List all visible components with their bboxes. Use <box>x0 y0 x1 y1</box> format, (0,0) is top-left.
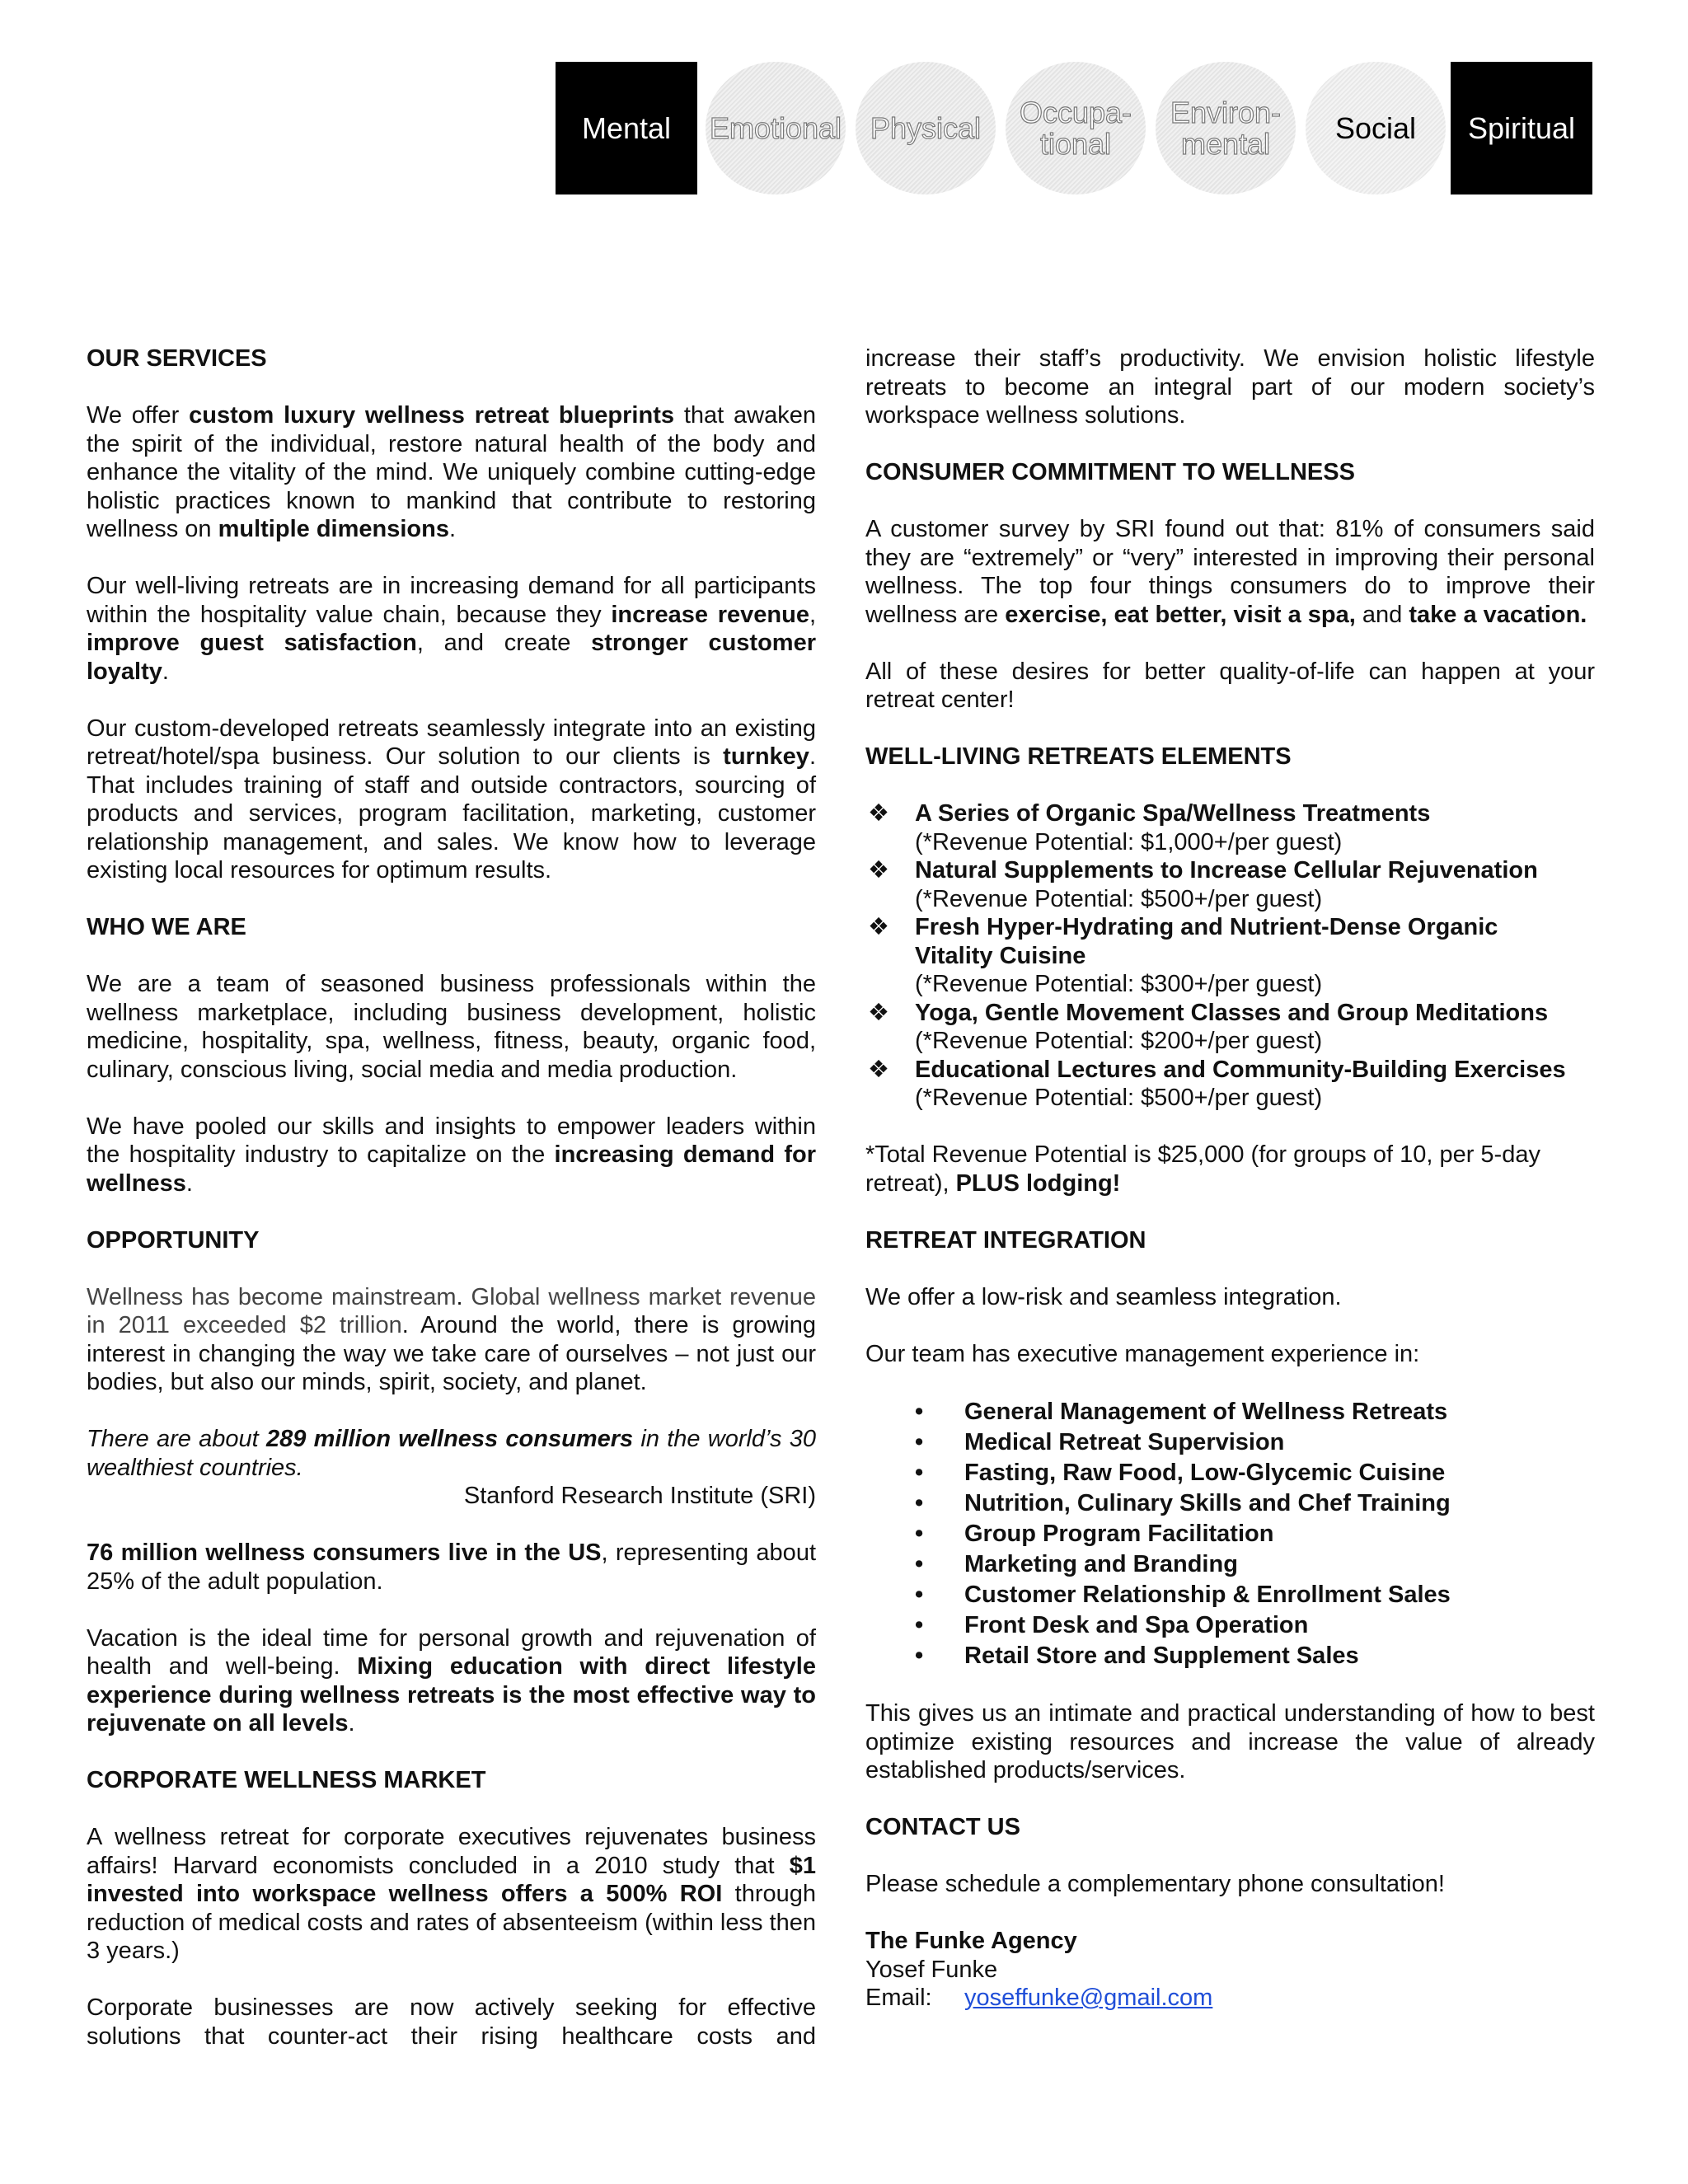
list-item: ❖ Educational Lectures and Community-Building Exercises (*Revenue Potential: $500+/per guest) <box>868 1056 1566 1111</box>
dot-bullet-icon: • <box>915 1520 924 1547</box>
elements-list <box>865 799 1595 1113</box>
opportunity-heading: OPPORTUNITY <box>87 1226 260 1254</box>
total-revenue-paragraph: *Total Revenue Potential is $25,000 (for groups of 10, per 5-day retreat), PLUS lodging! <box>865 1141 1540 1197</box>
quote-source: Stanford Research Institute (SRI) <box>463 1483 816 1509</box>
integration-paragraph-1: We offer a low-risk and seamless integration. <box>865 1283 1342 1310</box>
services-paragraph-3: Our custom-developed retreats seamlessly integrate into an existing retreat/hotel/spa business. Our solution to our clients is turnkey. That includes training of staff and outside contractors, sourcing of products and services, program facilitation, marketing, customer relationship management, and sales. We know how to leverage existing local resources for optimum results. <box>87 715 816 883</box>
dot-bullet-icon: • <box>915 1581 924 1608</box>
list-item: • Medical Retreat Supervision <box>865 1427 1595 1458</box>
who-paragraph-2: We have pooled our skills and insights to empower leaders within the hospitality industry to capitalize on the increasing demand for wellness. <box>87 1113 816 1197</box>
list-item: • Nutrition, Culinary Skills and Chef Training <box>865 1488 1595 1519</box>
consumer-paragraph-1: A customer survey by SRI found out that: 81% of consumers said they are “extremely” or “very” interested in improving their personal wellness. The top four things consumers do to improve their wellness are exercise, eat better, visit a spa, and take a vacation. <box>865 516 1595 628</box>
dot-bullet-icon: • <box>915 1550 924 1577</box>
integration-paragraph-2: Our team has executive management experience in: <box>865 1340 1420 1367</box>
list-item: • Marketing and Branding <box>865 1549 1595 1580</box>
consumer-paragraph-2: All of these desires for better quality-of-life can happen at your retreat center! <box>865 658 1595 713</box>
list-item: • Front Desk and Spa Operation <box>865 1610 1595 1641</box>
list-item: • Fasting, Raw Food, Low-Glycemic Cuisine <box>865 1458 1595 1488</box>
services-paragraph-2: Our well-living retreats are in increasing demand for all participants within the hospitality value chain, because they increase revenue, improve guest satisfaction, and create stronger customer loyalty. <box>87 573 817 685</box>
email-row <box>865 1984 1595 2013</box>
right-column <box>865 344 1595 2013</box>
tile-emotional: Emotional <box>706 62 846 194</box>
list-item: ❖ A Series of Organic Spa/Wellness Treatments (*Revenue Potential: $1,000+/per guest) <box>868 800 1431 855</box>
integration-heading: RETREAT INTEGRATION <box>865 1226 1146 1254</box>
contact-person: Yosef Funke <box>865 1956 998 1983</box>
services-paragraph-1: We offer custom luxury wellness retreat blueprints that awaken the spirit of the individual, restore natural health of the body and enhance the vitality of the mind. We uniquely combine cutting-edge holistic practices known to mankind that contribute to restoring wellness on multiple dimensions. <box>87 402 816 542</box>
contact-block <box>865 1927 1595 2013</box>
opportunity-paragraph: Wellness has become mainstream. Global wellness market revenue in 2011 exceeded $2 trillion. Around the world, there is growing interest in changing the way we take care of ourselves – not just our bodies, but also our minds, spirit, society, and planet. <box>87 1283 816 1395</box>
tile-environmental: Environ- mental <box>1156 62 1296 194</box>
us-consumers-paragraph: 76 million wellness consumers live in the US, representing about 25% of the adult population. <box>87 1540 816 1595</box>
list-item: ❖ Fresh Hyper-Hydrating and Nutrient-Dense Organic Vitality Cuisine (*Revenue Potential: $300+/per guest) <box>868 914 1498 997</box>
dot-bullet-icon: • <box>915 1611 924 1638</box>
tile-physical: Physical <box>856 62 996 194</box>
tile-occupational: Occupa- tional <box>1006 62 1146 194</box>
list-item: • General Management of Wellness Retreats <box>865 1397 1595 1427</box>
corporate-paragraph-2: Corporate businesses are now actively seeking for effective solutions that counter-act their rising healthcare costs and <box>87 1994 816 2050</box>
left-column <box>87 344 816 2079</box>
contact-heading: CONTACT US <box>865 1814 1020 1840</box>
elements-heading: WELL-LIVING RETREATS ELEMENTS <box>865 743 1292 770</box>
email-link[interactable]: yoseffunke@gmail.com <box>964 1985 1213 2011</box>
corporate-paragraph-1: A wellness retreat for corporate executives rejuvenates business affairs! Harvard economists concluded in a 2010 study that $1 invested into workspace wellness offers a 500% ROI through reduction of medical costs and rates of absenteeism (within less then 3 years.) <box>87 1824 816 1964</box>
experience-list <box>865 1397 1595 1671</box>
email-label: Email: <box>865 1985 932 2011</box>
who-we-are-heading: WHO WE ARE <box>87 914 246 940</box>
contact-paragraph: Please schedule a complementary phone consultation! <box>865 1871 1445 1897</box>
diamond-bullet-icon: ❖ <box>868 800 889 827</box>
diamond-bullet-icon: ❖ <box>868 999 889 1026</box>
consumer-heading: CONSUMER COMMITMENT TO WELLNESS <box>865 459 1355 485</box>
list-item: • Group Program Facilitation <box>865 1519 1595 1549</box>
our-services-heading: OUR SERVICES <box>87 345 267 372</box>
who-paragraph-1: We are a team of seasoned business professionals within the wellness marketplace, including business development, holistic medicine, hospitality, spa, wellness, fitness, beauty, organic food, culinary, conscious living, social media and media production. <box>87 971 816 1083</box>
list-item: ❖ Natural Supplements to Increase Cellular Rejuvenation (*Revenue Potential: $500+/per guest) <box>868 857 1538 912</box>
vacation-paragraph: Vacation is the ideal time for personal growth and rejuvenation of health and well-being. Mixing education with direct lifestyle experience during wellness retreats is the most effective way to rejuvenate on all levels. <box>87 1624 816 1736</box>
corporate-paragraph-2-continued: increase their staff’s productivity. We envision holistic lifestyle retreats to become an integral part of our modern society’s workspace wellness solutions. <box>865 345 1595 429</box>
tile-social: Social <box>1306 62 1446 194</box>
list-item: • Customer Relationship & Enrollment Sales <box>865 1580 1595 1610</box>
list-item: • Retail Store and Supplement Sales <box>865 1641 1595 1671</box>
dot-bullet-icon: • <box>915 1459 924 1486</box>
integration-paragraph-3: This gives us an intimate and practical understanding of how to best optimize existing resources and increase the value of already established products/services. <box>865 1700 1595 1783</box>
list-item: ❖ Yoga, Gentle Movement Classes and Group Meditations (*Revenue Potential: $200+/per guest) <box>868 999 1549 1054</box>
dot-bullet-icon: • <box>915 1642 924 1669</box>
tile-spiritual: Spiritual <box>1451 62 1592 194</box>
dot-bullet-icon: • <box>915 1398 924 1425</box>
quote: There are about 289 million wellness consumers in the world’s 30 wealthiest countries. <box>87 1426 816 1481</box>
dot-bullet-icon: • <box>915 1489 924 1516</box>
tile-mental: Mental <box>556 62 697 194</box>
agency-name: The Funke Agency <box>865 1928 1077 1954</box>
diamond-bullet-icon: ❖ <box>868 914 889 940</box>
diamond-bullet-icon: ❖ <box>868 857 889 883</box>
dot-bullet-icon: • <box>915 1428 924 1455</box>
corporate-heading: CORPORATE WELLNESS MARKET <box>87 1767 486 1793</box>
diamond-bullet-icon: ❖ <box>868 1056 889 1083</box>
